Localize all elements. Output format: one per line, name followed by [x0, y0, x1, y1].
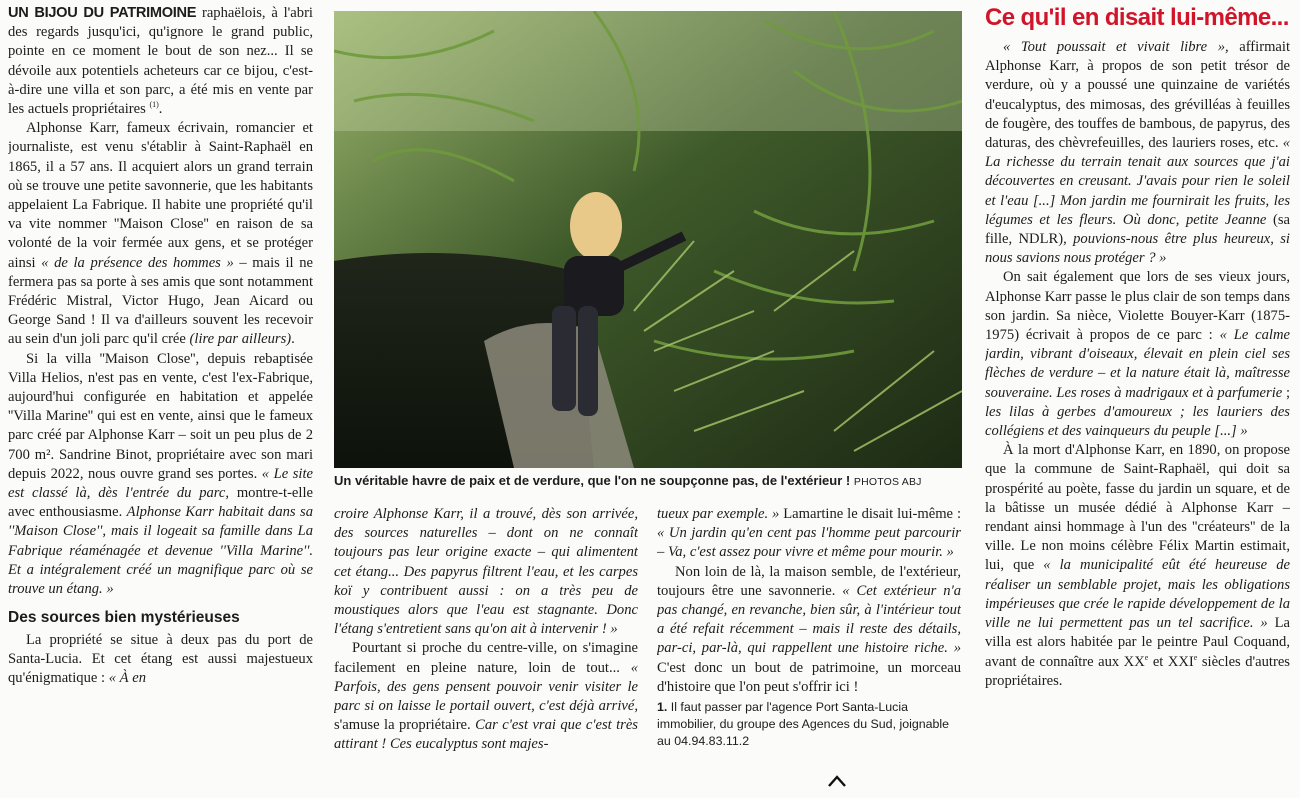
paragraph: tueux par exemple. » Lamartine le disait lui-même : « Un jardin qu'en cent pas l'homme peut parcourir – Va, c'est assez pour vivre et même pour mourir. » [657, 506, 961, 561]
lead-paragraph: UN BIJOU DU PATRIMOINE raphaëlois, à l'abri des regards jusqu'ici, qu'ignore le grand public, pointe en ce moment le bout de son nez... Il se dévoile aux potentiels acheteurs car ce bijou, c'est-à-dire une villa et son parc, a été mis en vente par les actuels propriétaires $^{(1)}$. [8, 5, 313, 118]
paragraph: Non loin de là, la maison semble, de l'extérieur, toujours être une savonnerie. « Cet extérieur n'a pas changé, en revanche, bien sûr, à l'intérieur tout a été refait récemment – mais il reste des détails, par-ci, par-là, qui rappellent une histoire riche. » C'est donc un bout de patrimoine, un morceau d'histoire que l'on peut s'offrir ici ! [657, 563, 961, 695]
chevron-up-icon[interactable] [826, 773, 848, 789]
paragraph: La propriété se situe à deux pas du port de Santa-Lucia. Et cet étang est aussi majestueux qu'énigmatique : « À en [8, 631, 313, 686]
garden-photo-illustration [334, 11, 962, 468]
paragraph: On sait également que lors de ses vieux jours, Alphonse Karr passe le plus clair de son temps dans son jardin. Sa nièce, Violette Bouyer-Karr (1875-1975) écrivait à propos de ce parc : « Le calme jardin, vibrant d'oiseaux, élevait en plein ciel ses flèches de verdure – et la nature était là, maîtresse souveraine. Les roses à madrigaux et à parfumerie ; les lilas à gerbes d'amoureux ; les lauriers des collégiens et des vainqueurs du peuple [...] » [985, 269, 1290, 440]
garden-photo [334, 11, 962, 468]
paragraph: Si la villa ''Maison Close'', depuis rebaptisée Villa Helios, n'est pas en vente, c'est l'ex-Fabrique, aujourd'hui configurée en habitation et appelée ''Villa Marine'' qui est en vente, ainsi que le fameux parc créé par Alphonse Karr – soit un peu plus de 2 700 m². Sandrine Binot, propriétaire avec son mari depuis 2022, nous ouvre grand ses portes. « Le site est classé là, dès l'entrée du parc, montre-t-elle avec enthousiasme. Alphonse Karr habitait dans sa ''Maison Close'', mais il logeait sa famille dans La Fabrique réaménagée et devenue ''Villa Marine''. Et a intégralement créé un magnifique parc où se trouve un étang. » [8, 350, 313, 598]
paragraph: À la mort d'Alphonse Karr, en 1890, on propose que la commune de Saint-Raphaël, qui doit sa prospérité au poète, fasse du jardin un square, et de la bâtisse un musée dédié à Alphonse Karr – rendant ainsi hommage à l'un des ''créateurs'' de la ville. Le non moins célèbre Félix Martin estimait, lui, que « la municipalité eût été heureuse de réaliser un semblable projet, mais les obligations impérieuses que crée le rapide développement de la ville ne lui permettent pas un tel sacrifice. » La villa est alors habitée par le peintre Paul Coquand, avant de connaître aux XXe et XXIe siècles d'autres propriétaires. [985, 442, 1290, 689]
photo-caption: Un véritable havre de paix et de verdure, que l'on ne soupçonne pas, de l'extérieur ! PHOTOS ABJ [334, 473, 922, 488]
sidebar-column [985, 4, 1290, 796]
article-column-2 [334, 505, 638, 795]
paragraph: Alphonse Karr, fameux écrivain, romancier et journaliste, est venu s'établir à Saint-Raphaël en 1865, il a 57 ans. Il acquiert alors un grand terrain où se trouve une petite savonnerie, que les habitants appelaient La Fabrique. Il habite une propriété qu'il va vite nommer ''Maison Close'' en raison de sa volonté de la voir fermée aux gens, et se protéger ainsi « de la présence des hommes » – mais il ne fermera pas sa porte à ses amis que sont notamment Frédéric Mistral, Victor Hugo, Jean Aicard ou George Sand ! Il va d'ailleurs souvent les recevoir au sein d'un joli parc qu'il crée (lire par ailleurs). [8, 120, 313, 348]
paragraph: « Tout poussait et vivait libre », affirmait Alphonse Karr, à propos de son petit trésor de verdure, où y a poussé une quinzaine de variétés d'eucalyptus, des mimosas, des grévilléas à feuilles de fougère, des touffes de bambous, de papyrus, des daturas, des chèvrefeuilles, des lauriers roses, etc. « La richesse du terrain tenait aux sources que j'ai découvertes en creusant. J'avais pour rien le soleil et l'eau [...] Mon jardin me fournirait les fruits, les légumes et les fleurs. Où donc, petite Jeanne (sa fille, NDLR), pouvions-nous être plus heureux, si nous savions nous protéger ? » [985, 39, 1290, 267]
subheading: Des sources bien mystérieuses [8, 609, 240, 627]
article-column-1 [8, 4, 313, 796]
paragraph: Pourtant si proche du centre-ville, on s'imagine facilement en pleine nature, loin de tout... « Parfois, des gens pensent pouvoir venir visiter le parc si on laisse le portail ouvert, c'est déjà arrivé, s'amuse la propriétaire. Car c'est vrai que c'est très attirant ! Ces eucalyptus sont majes- [334, 640, 638, 753]
lead-caps: UN BIJOU DU PATRIMOINE [8, 5, 197, 21]
sidebar-title: Ce qu'il en disait lui-même... [985, 4, 1289, 31]
article-column-3 [657, 505, 961, 795]
paragraph: croire Alphonse Karr, il a trouvé, dès son arrivée, des sources naturelles – dont on ne connaît toujours pas leur origine exacte – qui alimentent cet étang... Des papyrus filtrent l'eau, et les carpes koï y contribuent aussi : on a très peu de moustiques alors que l'eau est stagnante. Donc l'étang s'entretient sans qu'on ait à intervenir ! » [334, 506, 638, 638]
photo-credit: PHOTOS ABJ [853, 476, 922, 488]
footnote: 1. Il faut passer par l'agence Port Santa-Lucia immobilier, du groupe des Agences du Sud, joignable au 04.94.83.11.2 [657, 700, 950, 749]
